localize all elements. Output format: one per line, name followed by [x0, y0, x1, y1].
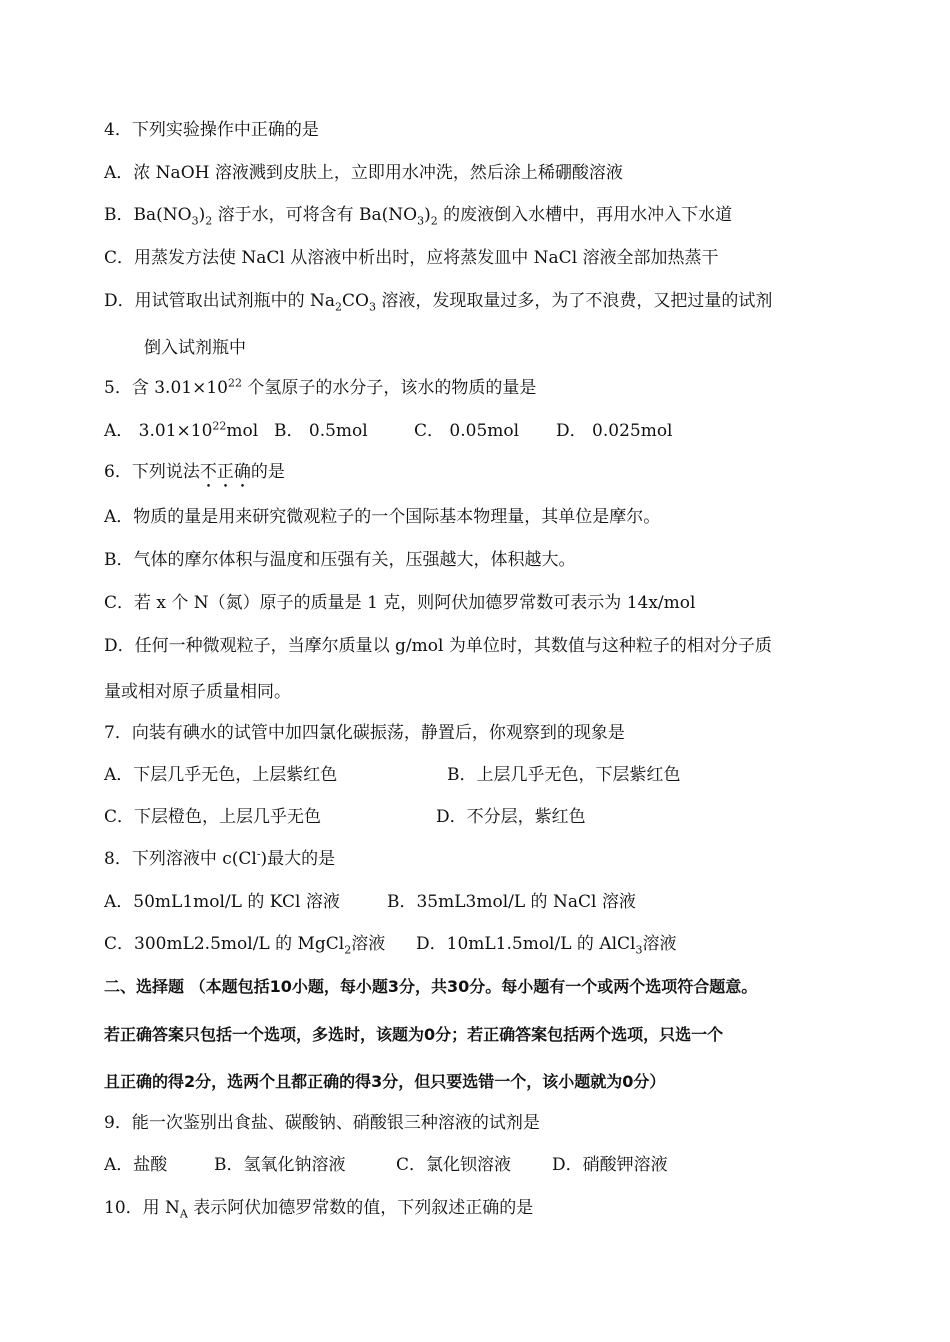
q7-option-c: C．下层橙色，上层几乎无色: [104, 807, 322, 827]
q7-option-a: A．下层几乎无色，上层紫红色: [104, 765, 338, 785]
q4-option-d: D．用试管取出试剂瓶中的 $Na_2CO_3$ 溶液，发现取量过多，为了不浪费，又把过量的试剂: [104, 291, 773, 314]
emphasis-text: 不正确: [199, 462, 251, 482]
q5-option-b: B． 0.5mol: [274, 421, 368, 441]
q8-options-row2: [104, 933, 676, 955]
q7-options-row1: [104, 764, 681, 786]
q9-stem: 9．能一次鉴别出食盐、碳酸钠、硝酸银三种溶液的试剂是: [104, 1113, 540, 1133]
q6-option-c: C．若 x 个 N（氮）原子的质量是 1 克，则阿伏加德罗常数可表示为 14x/mol: [104, 593, 696, 613]
q9-option-b: B．氢氧化钠溶液: [214, 1155, 346, 1175]
q7-option-b: B．上层几乎无色，下层紫红色: [447, 765, 681, 785]
q5-stem: 5．含 $3.01\times 10^{22}$ 个氢原子的水分子，该水的物质的量是: [104, 376, 537, 398]
q9-option-d: D．硝酸钾溶液: [552, 1155, 668, 1175]
section2-heading-line1: 二、选择题 （本题包括10小题，每小题3分，共30分。每小题有一个或两个选项符合题意。: [104, 977, 758, 996]
section2-heading-line3: 且正确的得2分，选两个且都正确的得3分，但只要选错一个，该小题就为0分）: [104, 1072, 666, 1091]
q9-options: [104, 1154, 668, 1176]
section2-heading-line2: 若正确答案只包括一个选项，多选时，该题为0分；若正确答案包括两个选项，只选一个: [104, 1025, 724, 1044]
q6-option-d: D．任何一种微观粒子，当摩尔质量以 g/mol 为单位时，其数值与这种粒子的相对分子质: [104, 636, 772, 656]
q7-options-row2: [104, 806, 586, 828]
q6-option-a: A．物质的量是用来研究微观粒子的一个国际基本物理量，其单位是摩尔。: [104, 507, 661, 527]
q4-option-c: C．用蒸发方法使 NaCl 从溶液中析出时，应将蒸发皿中 NaCl 溶液全部加热蒸干: [104, 248, 719, 268]
q10-stem: 10．用 $N_A$ 表示阿伏加德罗常数的值，下列叙述正确的是: [104, 1198, 534, 1221]
q6-option-b: B．气体的摩尔体积与温度和压强有关，压强越大，体积越大。: [104, 550, 576, 570]
q4-stem: 4．下列实验操作中正确的是: [104, 120, 319, 140]
q8-option-b: B．35mL3mol/L 的 NaCl 溶液: [387, 892, 636, 912]
q4-option-a: A．浓 NaOH 溶液溅到皮肤上，立即用水冲洗，然后涂上稀硼酸溶液: [104, 163, 623, 183]
q9-option-a: A．盐酸: [104, 1155, 168, 1175]
q8-option-d: D．10mL1.5mol/L 的 AlCl$_3$溶液: [416, 934, 677, 957]
q4-option-d-continued: 倒入试剂瓶中: [144, 338, 246, 358]
q8-stem: 8．下列溶液中 c(Cl-)最大的是: [104, 847, 336, 869]
q8-options-row1: [104, 891, 636, 913]
q4-option-b: B．$Ba(NO_3)_2$ 溶于水，可将含有 $Ba(NO_3)_2$ 的废液倒入水槽中，再用水冲入下水道: [104, 205, 733, 228]
q5-options: [104, 420, 673, 442]
q5-option-a: A． $3.01\times 10^{22}mol$: [104, 419, 259, 441]
q6-stem: 6．下列说法不正确的是: [104, 462, 285, 482]
q7-option-d: D．不分层，紫红色: [436, 807, 586, 827]
q6-option-d-continued: 量或相对原子质量相同。: [104, 682, 291, 702]
q5-option-d: D． 0.025mol: [556, 421, 673, 441]
q8-option-c: C．300mL2.5mol/L 的 MgCl$_2$溶液: [104, 934, 386, 957]
q8-option-a: A．50mL1mol/L 的 KCl 溶液: [104, 892, 340, 912]
q9-option-c: C．氯化钡溶液: [396, 1155, 512, 1175]
q7-stem: 7．向装有碘水的试管中加四氯化碳振荡，静置后，你观察到的现象是: [104, 723, 625, 743]
q5-option-c: C． 0.05mol: [414, 421, 520, 441]
